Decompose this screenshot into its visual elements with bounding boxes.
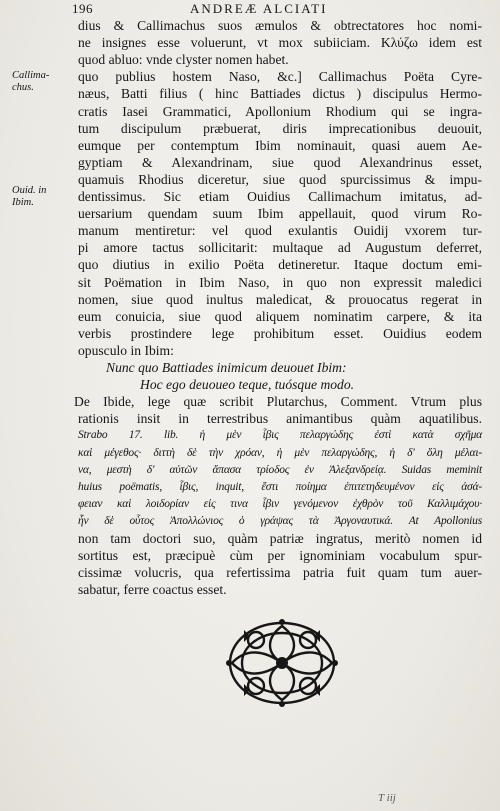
text-line: tum discipulum præbuerat, diris imprecationibus deuouit, — [78, 120, 482, 136]
text-line: opusculo in Ibim: — [78, 342, 174, 358]
text-line: Strabo 17. lib. ἡ μὲν ἶβις πελαργώδης ἐστὶ κατὰ σχῆμα — [78, 429, 482, 442]
text-line: dentissimus. Sic etiam Ouidius Callimachum imitatus, ad- — [78, 189, 482, 204]
text-line: eum conuicia, siue quod aliquem nominatim carpere, & ita — [78, 308, 482, 324]
text-line: huius poëmatis, ἶβις, inquit, ἔστι ποίημα ἐπιτετηδευμένον εἰς ἀσά- — [78, 480, 482, 493]
text-line: sabatur, ferre coactus esset. — [78, 582, 227, 598]
text-line: verbis prostindere lege prohibitum esset. Ouidius eodem — [78, 325, 482, 341]
text-line: να, μεστὴ δ' αὐτῶν ἅπασα τρίοδος ἐν Ἀλεξανδρείᾳ. Suidas meminit — [78, 463, 482, 476]
text-line: næus, Batti filius ( hinc Battiades dictus ) discipulus Hermo- — [78, 86, 482, 102]
text-line: nomen, siue quod inultus maledicat, & prouocatus regerat in — [78, 291, 482, 307]
text-line: ἦν δὲ οὗτος Ἀπολλώνιος ὁ γράψας τὰ Ἀργοναυτικά. At Apollonius — [78, 514, 482, 527]
text-line: sit Poëmation in Ibim Naso, in quo non expressit maledici — [78, 274, 482, 290]
text-line: uersarium quendam suum Ibim appellauit, quod virum Ro- — [78, 206, 482, 222]
margin-note: Ouid. in Ibim. — [12, 185, 47, 208]
text-line: dius & Callimachus suos æmulos & obtrectatores hoc nomi- — [78, 18, 482, 33]
text-line: cratis Iasei Grammatici, Apollonium Rhodium qui se ingra- — [78, 103, 482, 119]
text-line: quod abluo: vnde clyster nomen habet. — [78, 52, 289, 68]
running-head-title: ANDREÆ ALCIATI — [190, 1, 328, 16]
text-line: quamuis Rhodius diceretur, siue quod spurcissimus & impu- — [78, 171, 482, 187]
text-line: pi amore tactus sollicitarit: multaque ad Augustum deferret, — [78, 240, 482, 256]
text-line: cissimæ volucris, qua refertissima patria fuit quam tum auer- — [78, 565, 482, 581]
text-line: Hoc ego deuoueo teque, tuósque modo. — [140, 377, 355, 393]
running-header — [72, 1, 482, 17]
text-line: De Ibide, lege quæ scribit Plutarchus, Comment. Vtrum plus — [74, 394, 482, 410]
text-line: eumque per contemptum Ibim nominauit, quasi auem Ae- — [78, 137, 482, 153]
text-line: ne insignes esse voluerunt, vt mox subiiciam. Κλύζω idem est — [78, 35, 482, 51]
text-line: gyptiam & Alexandrinam, siue quod Alexandrinus esset, — [78, 154, 482, 170]
text-line: manum mentiretur: vel quod exulantis Ouidij vxorem tur- — [78, 223, 482, 239]
margin-note: Callima- chus. — [12, 70, 50, 93]
text-line: rationis insit in terrestribus animantibus quàm aquatilibus. — [78, 411, 482, 427]
text-line: quo diutius in exilio Poëta detineretur. Itaque doctum emi- — [78, 257, 482, 273]
text-line: non tam doctori suo, quàm patriæ ingratus, meritò nomen id — [78, 531, 482, 546]
text-line: sortitus est, præcipuè cùm per ignominiam vocabulum spur- — [78, 548, 482, 564]
text-line: καὶ μέγεθος· διττὴ δὲ τὴν χρόαν, ἡ μὲν πελαργώδης, ἡ δ' ὅλη μέλαι- — [78, 446, 482, 459]
text-line: quo publius hostem Naso, &c.] Callimachus Poëta Cyre- — [78, 69, 482, 85]
printers-ornament-icon — [226, 618, 338, 708]
text-line: φειαν καὶ λοιδορίαν εἰς τινα ἶβιν γενόμενον ἐχθρὸν τοῦ Καλλιμάχου· — [78, 497, 482, 510]
page-number: 196 — [72, 1, 93, 16]
text-line: Nunc quo Battiades inimicum deuouet Ibim: — [106, 360, 347, 375]
signature-mark: T iij — [378, 792, 396, 804]
